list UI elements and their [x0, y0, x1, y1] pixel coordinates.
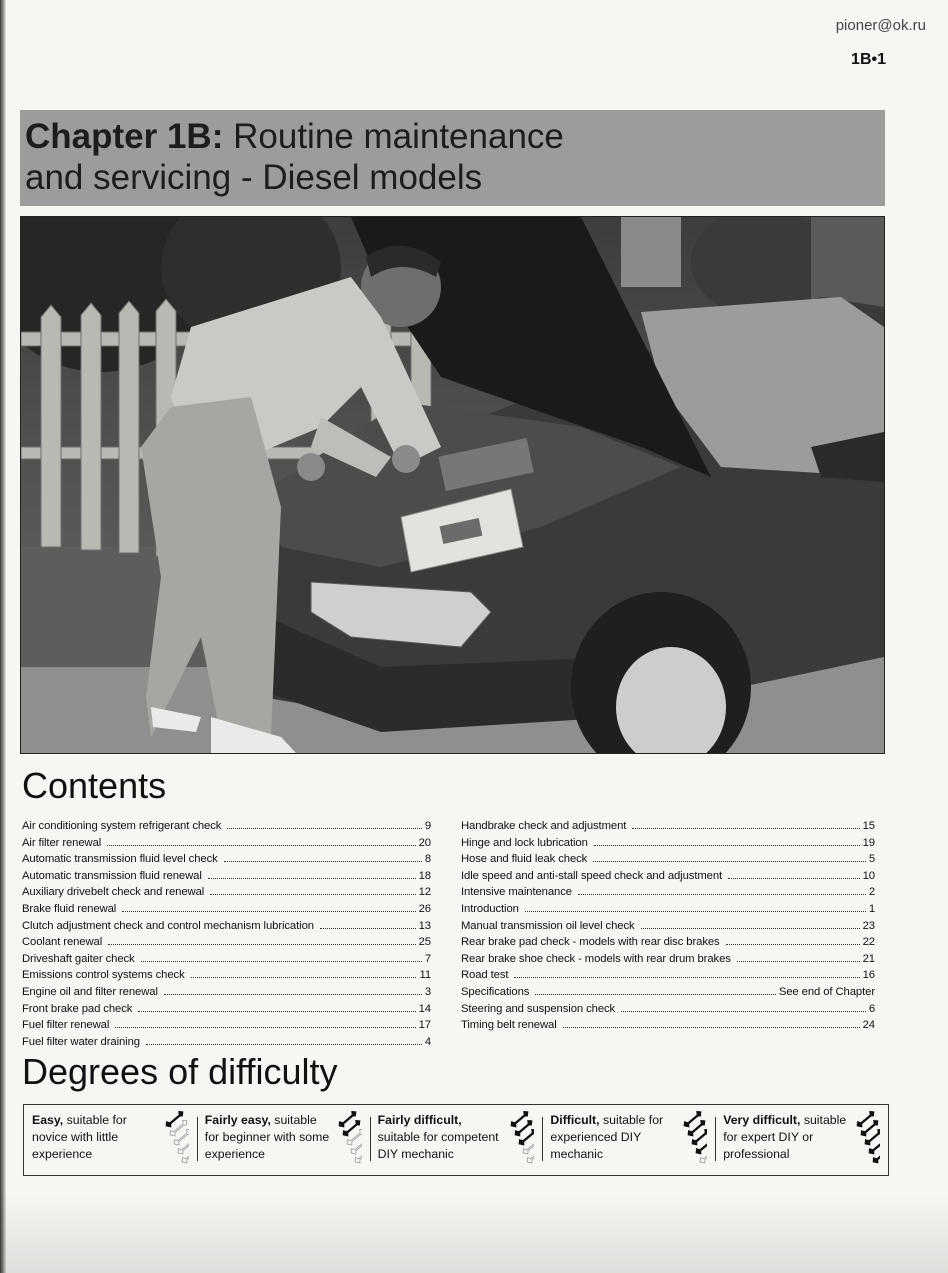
- toc-page: 4: [424, 1035, 431, 1048]
- spanner-rating-icon: [854, 1111, 880, 1174]
- spanner-rating-icon: [163, 1111, 189, 1174]
- toc-title: Handbrake check and adjustment: [461, 820, 627, 832]
- toc-title: Manual transmission oil level check: [461, 919, 635, 932]
- toc-page: 19: [862, 836, 875, 849]
- toc-entry: [461, 851, 875, 868]
- contents-list-right: [461, 818, 875, 1034]
- toc-entry: [22, 934, 431, 951]
- spanner-outline-icon: [526, 1145, 535, 1165]
- difficulty-fairly-difficult: [370, 1105, 543, 1175]
- toc-page: 17: [418, 1019, 431, 1032]
- dot-leader: [593, 861, 866, 862]
- page-binding-shadow: [0, 0, 6, 1273]
- spanner-rating-icon: [681, 1111, 707, 1174]
- toc-page: 24: [862, 1019, 875, 1032]
- difficulty-key: [23, 1104, 889, 1176]
- toc-page: 6: [868, 1002, 875, 1015]
- difficulty-description: Very difficult, suitable for expert DIY or professional: [723, 1113, 847, 1161]
- toc-title: Hose and fluid leak check: [461, 853, 588, 866]
- toc-page: 16: [862, 969, 875, 982]
- dot-leader: [728, 878, 860, 879]
- toc-entry: [461, 901, 875, 918]
- toc-page: 3: [424, 985, 431, 998]
- toc-entry: [22, 1001, 431, 1018]
- toc-title: Hinge and lock lubrication: [461, 836, 588, 849]
- difficulty-description: Fairly difficult, suitable for competent DIY mechanic: [377, 1113, 499, 1161]
- dot-leader: [641, 928, 860, 929]
- dot-leader: [210, 894, 415, 895]
- toc-page: 1: [868, 902, 875, 915]
- toc-entry: [461, 1001, 875, 1018]
- toc-page: 15: [862, 820, 875, 832]
- dot-leader: [578, 894, 866, 895]
- toc-page: 26: [418, 902, 431, 915]
- toc-entry: [22, 1034, 431, 1051]
- dot-leader: [632, 828, 859, 829]
- dot-leader: [115, 1027, 415, 1028]
- toc-page: 14: [418, 1002, 431, 1015]
- spanner-filled-icon: [694, 1136, 707, 1156]
- toc-entry: [461, 1017, 875, 1034]
- difficulty-description: Easy, suitable for novice with little experience: [32, 1113, 127, 1161]
- spanner-rating-icon: [336, 1111, 362, 1174]
- toc-title: Introduction: [461, 902, 519, 915]
- toc-title: Coolant renewal: [22, 936, 103, 949]
- toc-entry: [461, 951, 875, 968]
- toc-page: 9: [424, 820, 431, 832]
- difficulty-fairly-easy: [197, 1105, 370, 1175]
- source-email: pioner@ok.ru: [835, 17, 926, 34]
- spanner-rating-icon: [508, 1111, 534, 1174]
- toc-title: Brake fluid renewal: [22, 902, 117, 915]
- toc-entry: [22, 918, 431, 935]
- toc-title: Rear brake shoe check - models with rear drum brakes: [461, 952, 731, 965]
- toc-page: 20: [418, 836, 431, 849]
- chapter-banner: [20, 110, 885, 206]
- toc-entry: [461, 918, 875, 935]
- dot-leader: [737, 961, 860, 962]
- toc-entry: [22, 951, 431, 968]
- difficulty-very-difficult: [715, 1105, 888, 1175]
- toc-page: 10: [862, 869, 875, 882]
- toc-entry: [22, 868, 431, 885]
- dot-leader: [224, 861, 422, 862]
- toc-title: Emissions control systems check: [22, 969, 185, 982]
- toc-title: Clutch adjustment check and control mechanism lubrication: [22, 919, 314, 932]
- dot-leader: [191, 977, 417, 978]
- toc-entry: [22, 884, 431, 901]
- dot-leader: [208, 878, 416, 879]
- spanner-outline-icon: [345, 1127, 362, 1147]
- dot-leader: [514, 977, 859, 978]
- spanner-filled-icon: [690, 1127, 707, 1147]
- contents-list-left: [22, 818, 431, 1050]
- toc-title: Auxiliary drivebelt check and renewal: [22, 886, 205, 899]
- toc-entry: [22, 818, 431, 835]
- toc-entry: [461, 884, 875, 901]
- chapter-title-line2: and servicing - Diesel models: [25, 158, 483, 197]
- toc-page: 13: [418, 919, 431, 932]
- toc-entry: [22, 984, 431, 1001]
- toc-title: Driveshaft gaiter check: [22, 952, 135, 965]
- toc-entry: [461, 967, 875, 984]
- page-number: 1B•1: [851, 51, 886, 68]
- dot-leader: [164, 994, 422, 995]
- toc-title: Air conditioning system refrigerant check: [22, 820, 222, 832]
- toc-title: Fuel filter renewal: [22, 1019, 110, 1032]
- toc-page: 5: [868, 853, 875, 866]
- chapter-title-line1: Routine maintenance: [233, 117, 564, 156]
- toc-page: 2: [868, 886, 875, 899]
- toc-page: 18: [418, 869, 431, 882]
- spanner-outline-icon: [353, 1145, 362, 1165]
- spanner-outline-icon: [349, 1136, 362, 1156]
- toc-title: Intensive maintenance: [461, 886, 572, 899]
- difficulty-easy: [24, 1105, 197, 1175]
- toc-title: Automatic transmission fluid level check: [22, 853, 218, 866]
- toc-entry: [461, 818, 875, 835]
- toc-page: 8: [424, 853, 431, 866]
- contents-heading: Contents: [22, 765, 167, 806]
- dot-leader: [726, 944, 860, 945]
- toc-title: Steering and suspension check: [461, 1002, 616, 1015]
- dot-leader: [227, 828, 421, 829]
- spanner-filled-icon: [863, 1127, 880, 1147]
- toc-entry: [22, 851, 431, 868]
- toc-title: Front brake pad check: [22, 1002, 133, 1015]
- toc-page: See end of Chapter: [778, 985, 875, 998]
- mechanic-car-photo: [20, 216, 885, 754]
- dot-leader: [320, 928, 416, 929]
- chapter-title: [25, 116, 885, 198]
- toc-title: Timing belt renewal: [461, 1019, 557, 1032]
- dot-leader: [141, 961, 422, 962]
- toc-page: 22: [862, 936, 875, 949]
- spanner-outline-icon: [180, 1145, 189, 1165]
- dot-leader: [594, 845, 860, 846]
- toc-title: Automatic transmission fluid renewal: [22, 869, 202, 882]
- toc-entry: [461, 835, 875, 852]
- toc-entry: [461, 868, 875, 885]
- toc-title: Air filter renewal: [22, 836, 102, 849]
- toc-title: Rear brake pad check - models with rear disc brakes: [461, 936, 720, 949]
- toc-page: 12: [418, 886, 431, 899]
- toc-entry: [461, 984, 875, 1001]
- difficulty-description: Difficult, suitable for experienced DIY mechanic: [550, 1113, 664, 1161]
- toc-title: Specifications: [461, 985, 530, 998]
- dot-leader: [122, 911, 415, 912]
- toc-title: Idle speed and anti-stall speed check and adjustment: [461, 869, 723, 882]
- toc-page: 11: [419, 969, 431, 982]
- chapter-label: Chapter 1B:: [25, 117, 224, 156]
- toc-page: 23: [862, 919, 875, 932]
- dot-leader: [563, 1027, 860, 1028]
- spanner-filled-icon: [518, 1127, 535, 1147]
- dot-leader: [108, 944, 415, 945]
- dot-leader: [621, 1011, 866, 1012]
- dot-leader: [138, 1011, 415, 1012]
- spanner-outline-icon: [176, 1136, 189, 1156]
- toc-page: 21: [862, 952, 875, 965]
- dot-leader: [535, 994, 776, 995]
- dot-leader: [146, 1044, 422, 1045]
- difficulty-heading: Degrees of difficulty: [22, 1051, 338, 1092]
- dot-leader: [107, 845, 415, 846]
- toc-entry: [22, 1017, 431, 1034]
- toc-title: Fuel filter water draining: [22, 1035, 140, 1048]
- spanner-filled-icon: [867, 1136, 880, 1156]
- toc-entry: [22, 835, 431, 852]
- toc-title: Road test: [461, 969, 509, 982]
- toc-page: 25: [418, 936, 431, 949]
- page-bottom-shadow: [0, 1193, 948, 1273]
- toc-entry: [22, 967, 431, 984]
- toc-entry: [22, 901, 431, 918]
- difficulty-difficult: [542, 1105, 715, 1175]
- toc-page: 7: [424, 952, 431, 965]
- spanner-outline-icon: [172, 1127, 189, 1147]
- dot-leader: [525, 911, 866, 912]
- toc-entry: [461, 934, 875, 951]
- difficulty-description: Fairly easy, suitable for beginner with some experience: [204, 1113, 330, 1161]
- spanner-outline-icon: [522, 1136, 535, 1156]
- toc-title: Engine oil and filter renewal: [22, 985, 158, 998]
